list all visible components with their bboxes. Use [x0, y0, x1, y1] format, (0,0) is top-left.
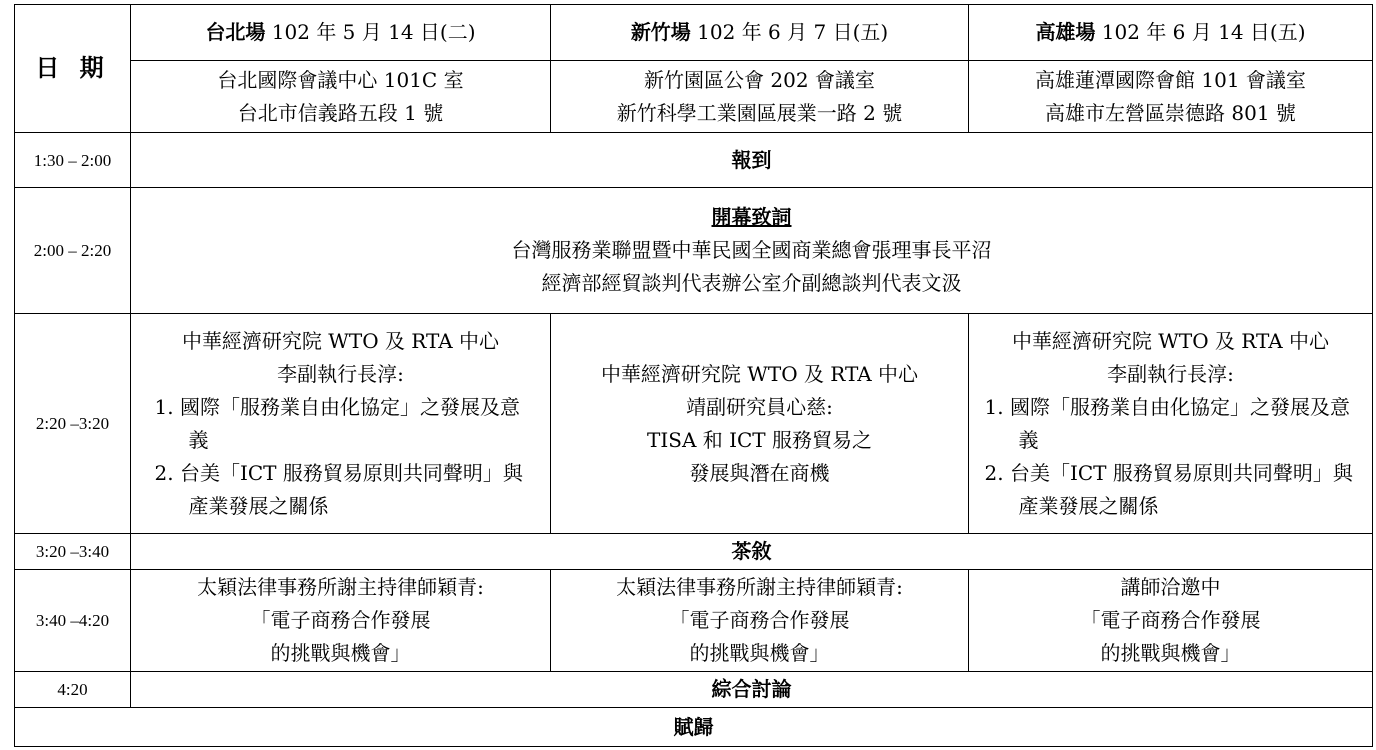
venue-place-hsinchu: 新竹園區公會 202 會議室 — [644, 67, 875, 92]
row-session-2 — [15, 570, 1373, 672]
venue-place-taipei: 台北國際會議中心 101C 室 — [217, 67, 464, 92]
row-discussion — [15, 672, 1373, 708]
checkin-label: 報到 — [131, 133, 1373, 188]
session2-taipei-topic-1: 「電子商務合作發展 — [250, 608, 431, 632]
session2-taipei-speaker: 太穎法律事務所謝主持律師穎青: — [197, 575, 484, 599]
session1-hsinchu-org: 中華經濟研究院 WTO 及 RTA 中心 — [600, 361, 919, 386]
venue-address-taipei: 台北市信義路五段 1 號 — [237, 100, 444, 125]
closing-label: 賦歸 — [15, 708, 1373, 747]
venue-address-kaohsiung: 高雄市左營區崇德路 801 號 — [1045, 100, 1296, 125]
opening-speaker-1: 台灣服務業聯盟暨中華民國全國商業總會張理事長平沼 — [511, 238, 992, 262]
time-session-2: 3:40 –4:20 — [15, 570, 131, 672]
header-row-dates — [15, 5, 1373, 61]
time-discussion: 4:20 — [15, 672, 131, 708]
row-closing — [15, 708, 1373, 747]
time-tea: 3:20 –3:40 — [15, 534, 131, 570]
session2-kaohsiung-topic-2: 的挑戰與機會」 — [1100, 641, 1241, 665]
row-session-1 — [15, 314, 1373, 534]
opening-speaker-2: 經濟部經貿談判代表辦公室介副總談判代表文汲 — [541, 271, 962, 295]
session1-hsinchu-topic-2: 發展與潛在商機 — [689, 460, 830, 485]
venue-date-taipei — [131, 5, 551, 61]
session2-kaohsiung-topic-1: 「電子商務合作發展 — [1080, 608, 1261, 632]
row-checkin — [15, 133, 1373, 188]
discussion-label: 綜合討論 — [131, 672, 1373, 708]
session2-hsinchu-speaker: 太穎法律事務所謝主持律師穎青: — [616, 575, 903, 599]
session1-taipei-speaker: 李副執行長淳: — [277, 361, 404, 386]
session1-hsinchu-topic-1: TISA 和 ICT 服務貿易之 — [647, 427, 872, 452]
session1-kaohsiung-topic-2: 2. 台美「ICT 服務貿易原則共同聲明」與產業發展之關係 — [984, 460, 1353, 518]
venue-date-kaohsiung — [969, 5, 1373, 61]
session1-taipei-topic-1: 1. 國際「服務業自由化協定」之發展及意義 — [154, 394, 520, 452]
time-session-1: 2:20 –3:20 — [15, 314, 131, 534]
venue-location-taipei — [131, 61, 551, 133]
venue-date-text-taipei: 102 年 5 月 14 日(二) — [265, 20, 476, 44]
row-tea — [15, 534, 1373, 570]
opening-cell — [131, 188, 1373, 314]
session2-hsinchu — [551, 570, 969, 672]
venue-name-taipei: 台北場 — [205, 20, 266, 44]
venue-location-kaohsiung — [969, 61, 1373, 133]
header-row-locations — [15, 61, 1373, 133]
session1-kaohsiung-org: 中華經濟研究院 WTO 及 RTA 中心 — [1011, 328, 1330, 353]
session1-kaohsiung-speaker: 李副執行長淳: — [1107, 361, 1234, 386]
opening-title: 開幕致詞 — [711, 205, 792, 229]
venue-address-hsinchu: 新竹科學工業園區展業一路 2 號 — [616, 100, 903, 125]
tea-label: 茶敘 — [131, 534, 1373, 570]
time-checkin: 1:30 – 2:00 — [15, 133, 131, 188]
venue-place-kaohsiung: 高雄蓮潭國際會館 101 會議室 — [1035, 67, 1306, 92]
agenda-table — [14, 4, 1373, 747]
session2-taipei — [131, 570, 551, 672]
venue-name-kaohsiung: 高雄場 — [1035, 20, 1096, 44]
row-opening — [15, 188, 1373, 314]
session2-kaohsiung-speaker: 講師洽邀中 — [1120, 575, 1221, 599]
venue-location-hsinchu — [551, 61, 969, 133]
session1-taipei-topic-2: 2. 台美「ICT 服務貿易原則共同聲明」與產業發展之關係 — [154, 460, 523, 518]
session2-kaohsiung — [969, 570, 1373, 672]
date-column-header: 日 期 — [15, 5, 131, 133]
venue-date-text-hsinchu: 102 年 6 月 7 日(五) — [690, 20, 889, 44]
session1-taipei-org: 中華經濟研究院 WTO 及 RTA 中心 — [181, 328, 500, 353]
time-opening: 2:00 – 2:20 — [15, 188, 131, 314]
session1-hsinchu-speaker: 靖副研究員心慈: — [686, 394, 833, 419]
session1-kaohsiung — [969, 314, 1373, 534]
session1-kaohsiung-topic-1: 1. 國際「服務業自由化協定」之發展及意義 — [984, 394, 1350, 452]
venue-date-hsinchu — [551, 5, 969, 61]
session2-hsinchu-topic-1: 「電子商務合作發展 — [669, 608, 850, 632]
venue-date-text-kaohsiung: 102 年 6 月 14 日(五) — [1095, 20, 1306, 44]
session2-hsinchu-topic-2: 的挑戰與機會」 — [689, 641, 830, 665]
session1-taipei — [131, 314, 551, 534]
session2-taipei-topic-2: 的挑戰與機會」 — [270, 641, 411, 665]
venue-name-hsinchu: 新竹場 — [630, 20, 691, 44]
session1-hsinchu — [551, 314, 969, 534]
